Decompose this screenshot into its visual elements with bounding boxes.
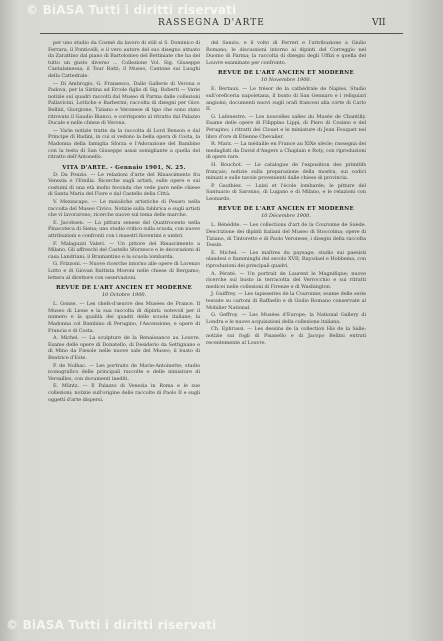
article-paragraph: L. Bénédite. — Les collections d'art de la Couronne de Suède. Descrizione dei dipinti italiani del Museo di Stoccolma; opere di Tiziano, di Tintoretto e di Paolo Veronese; i disegni della raccolta Tessin. (206, 222, 366, 249)
section-date: 10 Octobre 1900. (101, 292, 147, 299)
section-heading: VITA D'ARTE. - Gennaio 1901, N. 25. (62, 164, 186, 171)
header-rule (40, 33, 403, 34)
article-paragraph: H. Bouchot. — Le catalogue de l'exposition des primitifs français; notizie sulla preparazione della mostra, sui codici miniati e sulle tavole provenienti dalle chiese di provincia. (206, 161, 366, 182)
article-paragraph: P. Gauthiez. — Luini et l'école lombarde; le pitture del Santuario di Saronno, di Lugano e di Milano, e le relazioni con Leonardo. (206, 182, 366, 202)
left-column (48, 40, 200, 610)
article-paragraph: per uno studio da Cosmè da lavoro di stili si S. Dominico di Ferrara, il Ponticelli, e il vero autore del suo disegno attuato da Zarattino dal piano di Bartolomeo del Bettiniate che ha del tutto un gusto diverso ... Collezione Vol. Sig. Giuseppe Cantalamessa, il Tour Ratti; il Museo, Cantone sui Luoghi della Cattedrale. (48, 40, 200, 79)
article-paragraph: E. Müntz. — Il Palazzo di Venezia in Roma e le sue collezioni; notizie sull'origine delle raccolte di Paolo II e sugli oggetti d'arte dispersi. (48, 383, 200, 403)
article-paragraph: — Varie notizie tratte da la raccolta di Lord Benson e dal Principe di Rudinì, in cui si vedono la bella opera di Costa, la Madonna della famiglia Sforza e l'Adorazione del Bambino con la testa di San Giuseppe assai somigliante a quella del ritratto dell'Antonello. (48, 127, 200, 161)
article-paragraph: D. Da Ponzio. — Le relazioni d'arte del Rinascimento fra Venezia e l'Emilia. Ricerche sugli artisti, sulle opere e sui costumi di una età molto feconda che vede pure nelle chiese di Santa Maria del Fiore e dal Castello della Città. (48, 171, 200, 198)
article-paragraph: L. Gonse. — Les chefs-d'œuvre des Musées de France. Il Museo di Lione e la sua raccolta di dipinti: notevoli per il numero e la qualità dei quadri delle scuole italiane; la Madonna col Bambino di Perugino, l'Ascensione, e opere di Francia e di Costa. (48, 301, 200, 334)
article-paragraph: G. Frizzoni. — Nuove ricerche intorno alle opere di Lorenzo Lotto e di Giovan Battista Moroni nelle chiese di Bergamo; lettera al direttore con osservazioni. (48, 261, 200, 281)
article-paragraph: E. Michel. — Les maîtres du paysage; studio sui paesisti olandesi e fiamminghi del secolo XVII, Ruysdael e Hobbema, con riproduzioni dei principali quadri. (206, 249, 366, 270)
article-paragraph: E. Jacobsen. — La pittura senese del Quattrocento nella Pinacoteca di Siena; uno studio critico sulla scuola, con nuove attribuzioni e confronti con i maestri fiorentini e umbri. (48, 219, 200, 240)
right-column (206, 40, 366, 610)
article-paragraph: — Di Ambrogio, G. Fransesco, Dalle Gallerie di Verona e Padova, per la Sistina ad Ercole figlio di Sig. Roberti — Varie notizie sui quadri raccolti dal Museo di Parma dalle collezioni Pallavicini, Lottiche e Barberini; raccolta di disegni per Giov. Bellini, Giorgione, Tiziano e Veronese di tipo che sono stato ritrovato il Gaudio Bianco, e corrisposto al ritratto dal Palazzo Ducale e nelle chiese di Verona. (48, 80, 200, 127)
article-paragraph: E. Bertaux. — Le trésor de la cathédrale de Naples. Studio sull'oreficeria napoletana, il busto di San Gennaro e i reliquiari angioini; documenti nuovi sugli orafi francesi alla corte di Carlo II. (206, 86, 366, 113)
running-head: RASSEGNA D'ARTE (158, 18, 265, 28)
article-paragraph: F. Malaguzzi Valeri. — Un pittore del Rinascimento a Milano. Gli affreschi del Castello Sforzesco e le decorazioni di casa Landriani; il Bramantino e la scuola lombarda. (48, 240, 200, 260)
article-paragraph: V. Mezzacapo. — Le maioliche artistiche di Pesaro nella raccolta del Museo Civico. Notizie sulla fabbrica e sugli artisti che vi lavorarono; ricerche nuove sul tema delle marche. (48, 199, 200, 219)
article-paragraph: P. de Nolhac. — Les portraits de Marie-Antoinette; studio iconografico delle principali raccolte e delle miniature di Versailles, con documenti inediti. (48, 362, 200, 382)
section-date: 10 Décembre 1900. (261, 213, 311, 220)
article-paragraph: A. Pératé. — Un portrait de Laurent le Magnifique; nuove ricerche sul busto in terracotta del Verrocchio e sui ritratti medicei nelle collezioni di Firenze e di Washington. (206, 270, 366, 290)
section-heading: REVUE DE L'ART ANCIEN ET MODERNE (56, 285, 192, 292)
article-paragraph: del Sanzio, e il volto di Ferreri e l'attribuzione a Giulio Romano; le discussioni intorno ai dipinti del Correggio nel Duomo di Parma; la raccolta di disegni degli Uffizi e quella del Louvre esaminate per confronto. (206, 40, 366, 66)
article-paragraph: G. Geffroy. — Les Musées d'Europe; la National Gallery di Londra e le nuove acquisizioni della collezione italiana. (206, 312, 366, 325)
section-heading: REVUE DE L'ART ANCIEN ET MODERNE (218, 206, 354, 213)
watermark-top: © BiASA Tutti i diritti riservati (26, 3, 237, 17)
page-number: VII (372, 18, 386, 28)
article-paragraph: G. Lafenestre. — Les nouvelles salles du Musée de Chantilly. Esame delle opere di Filippino Lippi, di Piero di Cosimo e del Perugino; i ritratti dei Clouet e le miniature di Jean Fouquet nel libro d'ore di Étienne Chevalier. (206, 113, 366, 140)
page-header (0, 17, 443, 33)
article-paragraph: A. Michel. — La sculpture de la Renaissance au Louvre. Esame delle opere di Donatello, di Desiderio da Settignano e di Mino da Fiesole nelle nuove sale del Museo; il busto di Beatrice d'Este. (48, 335, 200, 361)
watermark-bottom: © BiASA Tutti i diritti riservati (6, 618, 217, 632)
section-date: 10 Novembre 1900. (260, 77, 312, 84)
article-paragraph: J. Guiffrey. — Les tapisseries de la Couronne; esame delle serie tessute su cartoni di Raffaello e di Giulio Romano conservate al Mobilier National. (206, 291, 366, 311)
article-paragraph: Ch. Ephrussi. — Les dessins de la collection His de la Salle; notizie sui fogli di Pisanello e di Jacopo Bellini entrati recentemente al Louvre. (206, 326, 366, 346)
article-paragraph: R. Marx. — La médaille en France au XIXe siècle; rassegna dei medaglisti da David d'Angers a Chaplain e Roty, con riproduzioni di opere rare. (206, 141, 366, 161)
section-heading: REVUE DE L'ART ANCIEN ET MODERNE (218, 70, 354, 77)
